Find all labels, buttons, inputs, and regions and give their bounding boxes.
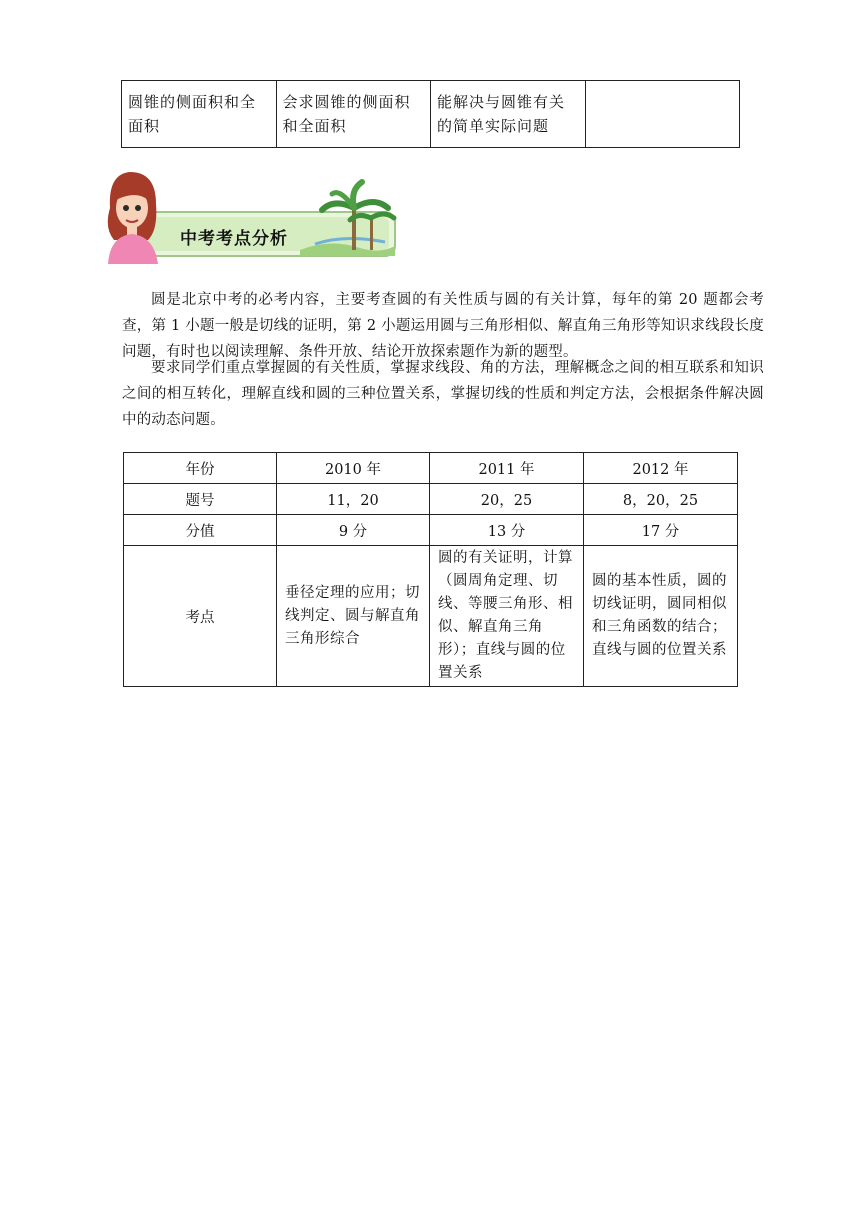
table-header-cell: 2011 年 (430, 453, 584, 484)
table-cell: 13 分 (430, 515, 584, 546)
exam-points-table (123, 452, 738, 687)
table-header-cell: 2010 年 (277, 453, 430, 484)
table-cell: 分值 (124, 515, 277, 546)
section-title: 中考考点分析 (180, 229, 288, 249)
table-cell: 会求圆锥的侧面积和全面积 (276, 81, 431, 148)
requirement-paragraph: 要求同学们重点掌握圆的有关性质，掌握求线段、角的方法，理解概念之间的相互联系和知识之间的相互转化，理解直线和圆的三种位置关系，掌握切线的性质和判定方法，会根据条件解决圆中的动态问题。 (122, 360, 764, 428)
table-row (124, 515, 738, 546)
table-row (124, 546, 738, 687)
table-row (122, 81, 740, 148)
table-cell: 17 分 (584, 515, 738, 546)
table-cell: 11，20 (277, 484, 430, 515)
table-cell: 能解决与圆锥有关的简单实际问题 (431, 81, 586, 148)
table-cell: 垂径定理的应用；切线判定、圆与解直角三角形综合 (277, 546, 430, 687)
table-cell: 圆锥的侧面积和全面积 (122, 81, 277, 148)
table-header-cell: 2012 年 (584, 453, 738, 484)
table-cell: 8，20，25 (584, 484, 738, 515)
table-cell: 题号 (124, 484, 277, 515)
girl-avatar-icon (108, 172, 158, 264)
table-header-row (124, 453, 738, 484)
table-row (124, 484, 738, 515)
analysis-paragraph: 圆是北京中考的必考内容，主要考查圆的有关性质与圆的有关计算，每年的第 20 题都会考查，第 1 小题一般是切线的证明，第 2 小题运用圆与三角形相似、解直角三角形等知识求线段长度问题，有时也以阅读理解、条件开放、结论开放探索题作为新的题型。 (122, 292, 764, 360)
section-banner (100, 168, 400, 264)
table-cell: 圆的基本性质，圆的切线证明，圆同相似和三角函数的结合；直线与圆的位置关系 (584, 546, 738, 687)
table-header-cell: 年份 (124, 453, 277, 484)
table-cell: 圆的有关证明，计算（圆周角定理、切线、等腰三角形、相似、解直角三角形）；直线与圆的位置关系 (430, 546, 584, 687)
knowledge-table (121, 80, 740, 148)
table-cell (585, 81, 740, 148)
table-cell: 20，25 (430, 484, 584, 515)
table-cell: 考点 (124, 546, 277, 687)
table-cell: 9 分 (277, 515, 430, 546)
banner-illustration (100, 168, 400, 264)
